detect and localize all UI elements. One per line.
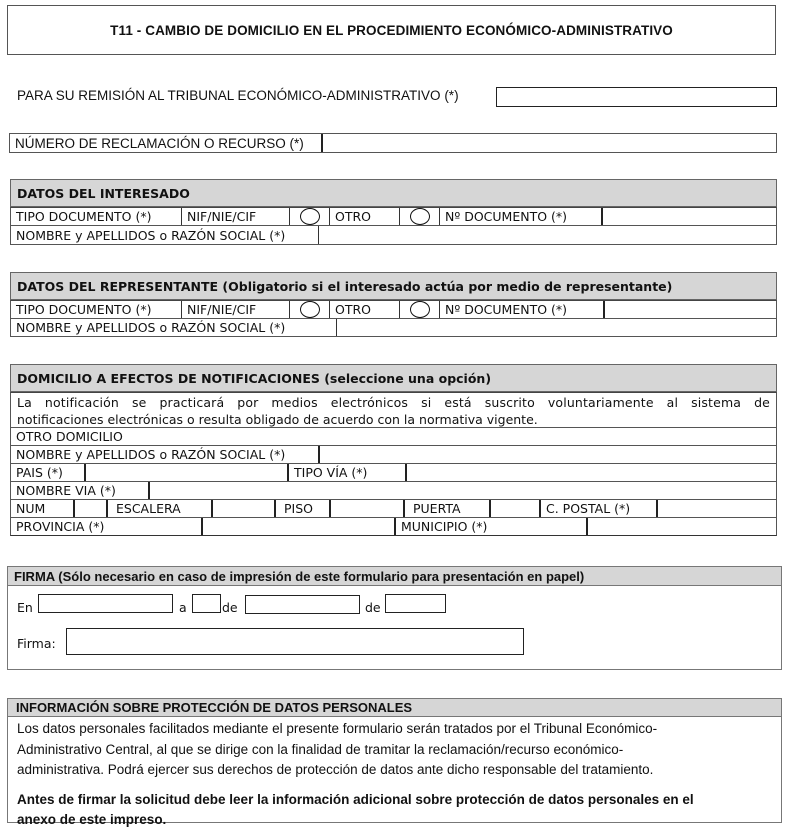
reclamacion-label: NÚMERO DE RECLAMACIÓN O RECURSO (*) <box>15 135 304 151</box>
radio-circle-icon[interactable] <box>410 301 430 318</box>
anio-input[interactable] <box>385 594 446 613</box>
nombre-input[interactable] <box>318 226 776 244</box>
nif-radio[interactable] <box>289 208 329 225</box>
interesado-nombre-row <box>10 226 777 245</box>
pais-row <box>10 464 777 482</box>
remision-label: PARA SU REMISIÓN AL TRIBUNAL ECONÓMICO-ADMINISTRATIVO (*) <box>17 88 459 103</box>
puerta-label: PUERTA <box>403 500 489 517</box>
dia-input[interactable] <box>192 594 221 613</box>
domicilio-header-text: DOMICILIO A EFECTOS DE NOTIFICACIONES (seleccione una opción) <box>17 370 492 386</box>
otro-option-label: OTRO <box>329 208 399 225</box>
remision-input[interactable] <box>496 87 777 107</box>
radio-circle-icon[interactable] <box>300 301 320 318</box>
otro-option-label: OTRO <box>329 301 399 318</box>
proteccion-bold-line-1: Antes de firmar la solicitud debe leer la información adicional sobre protección de datos personales en el <box>17 791 694 807</box>
proteccion-line-3: administrativa. Podrá ejercer sus derechos de protección de datos ante dicho responsable del tratamiento. <box>17 762 654 777</box>
num-documento-input[interactable] <box>603 301 776 318</box>
num-label: NUM <box>16 501 46 516</box>
otro-radio[interactable] <box>399 301 439 318</box>
municipio-input[interactable] <box>586 518 776 535</box>
tipo-documento-label: TIPO DOCUMENTO (*) <box>16 302 152 317</box>
escalera-input[interactable] <box>211 500 274 517</box>
num-row <box>10 500 777 518</box>
notice-line-2: notificaciones electrónicas o resulta obligado de acuerdo con la normativa vigente. <box>17 412 538 427</box>
nombre-label: NOMBRE y APELLIDOS o RAZÓN SOCIAL (*) <box>16 320 286 335</box>
nombre-via-row <box>10 482 777 500</box>
piso-label: PISO <box>274 500 329 517</box>
num-documento-input[interactable] <box>601 208 776 225</box>
tipo-documento-label: TIPO DOCUMENTO (*) <box>16 209 152 224</box>
proteccion-line-2: Administrativo Central, al que se dirige con la finalidad de tramitar la reclamación/recurso económico- <box>17 741 624 757</box>
nif-option-label: NIF/NIE/CIF <box>181 301 289 318</box>
nombre-input[interactable] <box>318 446 776 463</box>
representante-tipo-row <box>10 300 777 319</box>
puerta-input[interactable] <box>489 500 539 517</box>
nombre-label: NOMBRE y APELLIDOS o RAZÓN SOCIAL (*) <box>16 227 286 243</box>
otro-radio[interactable] <box>399 208 439 225</box>
form-title-box <box>7 5 776 55</box>
nombre-input[interactable] <box>336 319 776 336</box>
domicilio-notice <box>10 392 777 428</box>
num-input[interactable] <box>73 500 106 517</box>
proteccion-bold-line-2: anexo de este impreso. <box>17 812 167 827</box>
otro-domicilio-row <box>10 428 777 446</box>
notice-line-1: La notificación se practicará por medios electrónicos si está suscrito voluntariamente al sistema de <box>17 395 770 410</box>
nif-radio[interactable] <box>289 301 329 318</box>
radio-circle-icon[interactable] <box>300 208 320 225</box>
municipio-label: MUNICIPIO (*) <box>394 518 586 535</box>
representante-header-text: DATOS DEL REPRESENTANTE (Obligatorio si el interesado actúa por medio de representante) <box>17 278 673 294</box>
interesado-header-text: DATOS DEL INTERESADO <box>17 185 190 201</box>
nif-option-label: NIF/NIE/CIF <box>181 208 289 225</box>
domicilio-nombre-row <box>10 446 777 464</box>
nombre-via-input[interactable] <box>148 482 776 499</box>
proteccion-header-text: INFORMACIÓN SOBRE PROTECCIÓN DE DATOS PERSONALES <box>16 700 413 715</box>
domicilio-header <box>10 364 777 392</box>
proteccion-line-1: Los datos personales facilitados mediante el presente formulario serán tratados por el Tribunal Económico- <box>17 721 658 736</box>
nombre-via-label: NOMBRE VIA (*) <box>16 483 116 498</box>
piso-input[interactable] <box>329 500 403 517</box>
nombre-label: NOMBRE y APELLIDOS o RAZÓN SOCIAL (*) <box>16 447 286 462</box>
firma-label: Firma: <box>17 636 56 651</box>
pais-input[interactable] <box>84 464 287 481</box>
escalera-label: ESCALERA <box>106 500 211 517</box>
provincia-input[interactable] <box>201 518 394 535</box>
firma-header-text: FIRMA (Sólo necesario en caso de impresión de este formulario para presentación en papel) <box>14 568 585 584</box>
a-label: a <box>179 600 187 615</box>
cpostal-label: C. POSTAL (*) <box>539 500 656 517</box>
num-documento-label: Nº DOCUMENTO (*) <box>439 208 601 225</box>
interesado-header <box>10 179 777 207</box>
proteccion-header <box>7 698 782 717</box>
de-label-1: de <box>222 600 238 615</box>
cpostal-input[interactable] <box>656 500 776 517</box>
reclamacion-row <box>9 133 777 153</box>
form-title: T11 - CAMBIO DE DOMICILIO EN EL PROCEDIMIENTO ECONÓMICO-ADMINISTRATIVO <box>110 22 673 38</box>
radio-circle-icon[interactable] <box>410 208 430 225</box>
provincia-row <box>10 518 777 536</box>
reclamacion-input[interactable] <box>321 134 776 152</box>
interesado-tipo-row <box>10 207 777 226</box>
firma-input[interactable] <box>66 628 524 655</box>
representante-nombre-row <box>10 319 777 337</box>
pais-label: PAIS (*) <box>16 465 63 480</box>
en-input[interactable] <box>38 594 173 613</box>
num-documento-label: Nº DOCUMENTO (*) <box>439 301 603 318</box>
de-label-2: de <box>365 600 381 615</box>
mes-input[interactable] <box>245 595 360 614</box>
representante-header <box>10 272 777 300</box>
en-label: En <box>17 600 33 615</box>
tipo-via-label: TIPO VÍA (*) <box>287 464 405 481</box>
tipo-via-input[interactable] <box>405 464 776 481</box>
proteccion-body <box>7 717 782 827</box>
otro-domicilio-label: OTRO DOMICILIO <box>16 429 123 444</box>
firma-header <box>7 566 782 586</box>
provincia-label: PROVINCIA (*) <box>16 519 105 534</box>
